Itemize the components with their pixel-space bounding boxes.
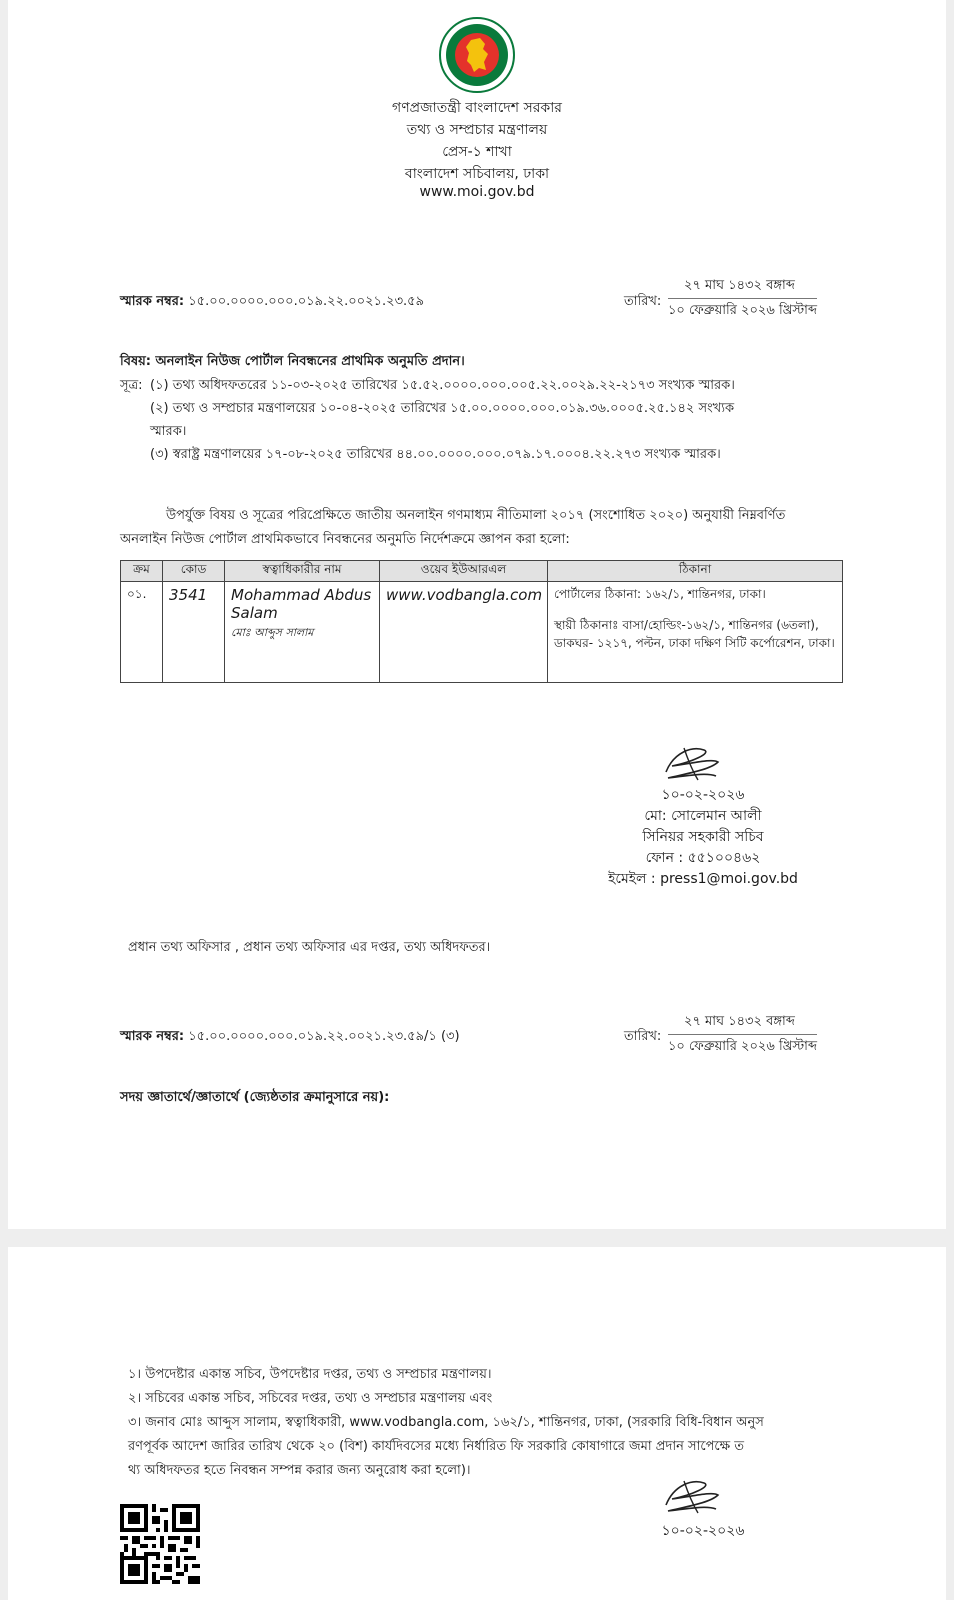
branch-name: প্রেস-১ শাখা (442, 144, 512, 160)
reference-item: স্মারক। (150, 424, 187, 439)
date-bangla: ২৭ মাঘ ১৪৩২ বঙ্গাব্দ (684, 1014, 795, 1029)
reference-label: সূত্র: (120, 378, 143, 393)
signatory-email[interactable]: ইমেইল : press1@moi.gov.bd (608, 871, 798, 887)
subject-text: অনলাইন নিউজ পোর্টাল নিবন্ধনের প্রাথমিক অনুমতি প্রদান। (155, 354, 465, 369)
office-address: বাংলাদেশ সচিবালয়, ঢাকা (404, 166, 550, 182)
copy-item: ১। উপদেষ্টার একান্ত সচিব, উপদেষ্টার দপ্তর, তথ্য ও সম্প্রচার মন্ত্রণালয়। (128, 1367, 492, 1382)
memo-number-value: ১৫.০০.০০০০.০০০.০১৯.২২.০০২১.২৩.৫৯ (188, 294, 425, 309)
recipient: প্রধান তথ্য অফিসার , প্রধান তথ্য অফিসার এর দপ্তর, তথ্য অধিদফতর। (128, 940, 491, 955)
column-header: ক্রম (121, 561, 163, 582)
owner-cell (225, 582, 380, 683)
reference-item: (২) তথ্য ও সম্প্রচার মন্ত্রণালয়ের ১০-০৪-২০২৫ তারিখের ১৫.০০.০০০০.০০০.০১৯.৩৬.০০০৫.২৫.১৪২ সংখ্যক (150, 401, 735, 416)
table-row (121, 582, 843, 683)
signatory-name: মো: সোলেমান আলী (644, 808, 762, 824)
memo-number-label: স্মারক নম্বর: (120, 294, 185, 309)
body-paragraph-line: উপর্যুক্ত বিষয় ও সূত্রের পরিপ্রেক্ষিতে জাতীয় অনলাইন গণমাধ্যম নীতিমালা ২০১৭ (সংশোধিত ২০২০) অনুযায়ী নিম্নবর্ণিত (166, 508, 786, 523)
date-label: তারিখ: (624, 1029, 662, 1044)
memo-number-value: ১৫.০০.০০০০.০০০.০১৯.২২.০০২১.২৩.৫৯/১ (৩) (188, 1029, 460, 1044)
date-bangla: ২৭ মাঘ ১৪৩২ বঙ্গাব্দ (684, 278, 795, 293)
copy-item: রণপূর্বক আদেশ জারির তারিখ থেকে ২০ (বিশ) কার্যদিবসের মধ্যে নির্ধারিত ফি সরকারি কোষাগারে জমা প্রদান সাপেক্ষে ত (128, 1439, 745, 1454)
code-value: 3541 (169, 586, 208, 604)
copies-heading: সদয় জ্ঞাতার্থে/জ্ঞাতার্থে (জ্যেষ্ঠতার ক্রমানুসারে নয়): (120, 1090, 390, 1105)
qr-code-icon (120, 1504, 200, 1584)
portal-address: পোর্টালের ঠিকানা: ১৬২/১, শান্তিনগর, ঢাকা। (554, 587, 766, 601)
subject-label: বিষয়: (120, 354, 151, 369)
signature-block (578, 785, 828, 890)
portal-table (120, 560, 843, 683)
reference-item: (১) তথ্য অধিদফতরের ১১-০৩-২০২৫ তারিখের ১৫.৫২.০০০০.০০০.০০৫.২২.০০২৯.২২-২১৭৩ সংখ্যক স্মারক। (150, 378, 735, 393)
copy-item: ২। সচিবের একান্ত সচিব, সচিবের দপ্তর, তথ্য ও সম্প্রচার মন্ত্রণালয় এবং (128, 1391, 493, 1406)
memo-number-2 (120, 1027, 460, 1048)
reference-item: (৩) স্বরাষ্ট্র মন্ত্রণালয়ের ১৭-০৮-২০২৫ তারিখের ৪৪.০০.০০০০.০০০.০৭৯.১৭.০০০৪.২২.২৭৩ সংখ্যক স্মারক। (150, 447, 721, 462)
table-header-row (121, 561, 843, 582)
copy-item: থ্য অধিদফতর হতে নিবন্ধন সম্পন্ন করার জন্য অনুরোধ করা হলো)। (128, 1463, 471, 1478)
address-cell (548, 582, 843, 683)
date-label: তারিখ: (624, 294, 662, 309)
code-cell (163, 582, 225, 683)
signature-icon (662, 742, 722, 784)
column-header: স্বত্বাধিকারীর নাম (225, 561, 380, 582)
signatory-phone: ফোন : ৫৫১০০৪৬২ (645, 850, 761, 866)
column-header: ঠিকানা (548, 561, 843, 582)
memo-number-label: স্মারক নম্বর: (120, 1029, 185, 1044)
url-cell (380, 582, 548, 683)
owner-name-en: Mohammad Abdus Salam (231, 586, 372, 622)
document-page-1 (8, 0, 946, 1229)
website[interactable]: www.moi.gov.bd (419, 184, 535, 200)
permanent-address: স্থায়ী ঠিকানাঃ বাসা/হোল্ডিং-১৬২/১, শান্তিনগর (৬তলা), ডাকঘর- ১২১৭, পল্টন, ঢাকা দক্ষিণ সিটি কর্পোরেশন, ঢাকা। (554, 618, 835, 650)
subject (120, 352, 465, 373)
serial-cell: ০১. (121, 582, 163, 683)
document-page-2 (8, 1247, 946, 1600)
date-gregorian: ১০ ফেব্রুয়ারি ২০২৬ খ্রিস্টাব্দ (668, 1034, 817, 1058)
memo-number (120, 292, 424, 313)
ministry-name: তথ্য ও সম্প্রচার মন্ত্রণালয় (406, 122, 548, 138)
column-header: ওয়েব ইউআরএল (380, 561, 548, 582)
date-gregorian: ১০ ফেব্রুয়ারি ২০২৬ খ্রিস্টাব্দ (668, 298, 817, 322)
signature-date: ১০-০২-২০২৬ (661, 787, 745, 803)
government-seal-icon (438, 16, 516, 94)
signatory-designation: সিনিয়র সহকারী সচিব (642, 829, 764, 845)
signature-date-2: ১০-০২-২০২৬ (661, 1523, 745, 1539)
column-header: কোড (163, 561, 225, 582)
body-paragraph-line: অনলাইন নিউজ পোর্টাল প্রাথমিকভাবে নিবন্ধনের অনুমতি নির্দেশক্রমে জ্ঞাপন করা হলো: (120, 532, 570, 547)
owner-name-bn: মোঃ আব্দুস সালাম (231, 626, 314, 639)
government-name: গণপ্রজাতন্ত্রী বাংলাদেশ সরকার (392, 100, 562, 116)
signature-icon (662, 1475, 722, 1517)
portal-url[interactable]: www.vodbangla.com (386, 586, 543, 604)
copy-item: ৩। জনাব মোঃ আব্দুস সালাম, স্বত্বাধিকারী, www.vodbangla.com, ১৬২/১, শান্তিনগর, ঢাকা, (সরকারি বিধি-বিধান অনুস (128, 1415, 764, 1430)
